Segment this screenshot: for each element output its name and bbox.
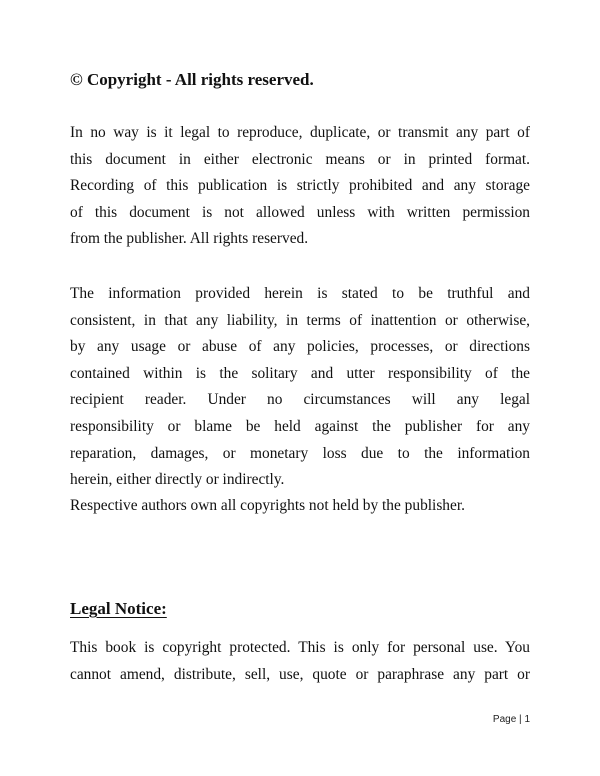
text-line: consistent, in that any liability, in terms of inattention or otherwise, (70, 311, 530, 329)
text-line: from the publisher. All rights reserved. (70, 230, 309, 248)
text-line: by any usage or abuse of any policies, processes, or directions (70, 338, 530, 356)
copyright-paragraph (70, 120, 530, 253)
text-line: In no way is it legal to reproduce, duplicate, or transmit any part of (70, 124, 530, 141)
text-line: reparation, damages, or monetary loss due to the information (70, 444, 530, 462)
text-line: responsibility or blame be held against the publisher for any (70, 417, 530, 435)
text-line: The information provided herein is stated to be truthful and (70, 285, 530, 302)
text-line: cannot amend, distribute, sell, use, quote or paraphrase any part or (70, 665, 530, 683)
legal-notice-heading: Legal Notice: (70, 599, 167, 618)
text-line: recipient reader. Under no circumstances will any legal (70, 391, 530, 409)
authors-copyright-paragraph (70, 493, 530, 520)
text-line: of this document is not allowed unless with written permission (70, 203, 530, 221)
legal-notice-paragraph (70, 635, 530, 688)
text-line: Respective authors own all copyrights not held by the publisher. (70, 497, 465, 514)
page-footer (493, 714, 530, 725)
page-label: Page (492, 714, 517, 725)
text-line: contained within is the solitary and utter responsibility of the (70, 364, 530, 382)
text-line: Recording of this publication is strictly prohibited and any storage (70, 177, 530, 195)
text-line: This book is copyright protected. This is only for personal use. You (70, 639, 530, 656)
text-line: herein, either directly or indirectly. (70, 471, 285, 489)
page-number: 1 (524, 714, 530, 725)
disclaimer-paragraph (70, 281, 530, 494)
copyright-heading: © Copyright - All rights reserved. (70, 70, 314, 89)
page-separator: | (519, 714, 522, 725)
text-line: this document in either electronic means or in printed format. (70, 150, 530, 168)
